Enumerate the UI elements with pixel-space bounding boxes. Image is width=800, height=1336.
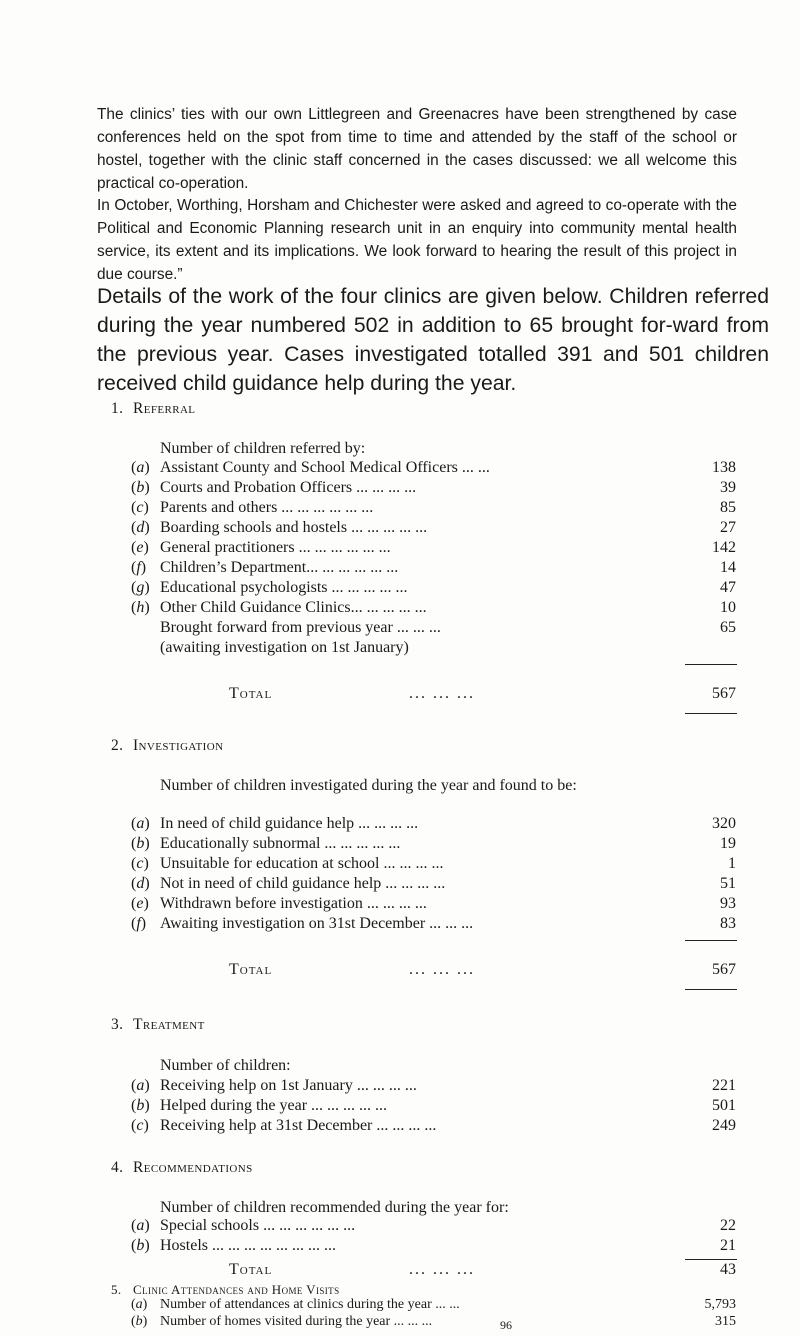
divider	[685, 664, 737, 665]
table-row-brought-forward: Brought forward from previous year ... ... ... 65	[160, 619, 736, 636]
paragraph-summary: Details of the work of the four clinics are given below. Children referred during the year numbered 502 in addition to 65 brought for-ward from the previous year. Cases investigated totalled 391 and 501 children received child guidance help during the year.	[97, 285, 769, 395]
table-row: (a) In need of child guidance help ... ... ... ... 320	[131, 815, 736, 832]
table-row: (d) Not in need of child guidance help ... ... ... ... 51	[131, 875, 736, 892]
paragraph-pep-enquiry: In October, Worthing, Horsham and Chichester were asked and agreed to co-operate with the Political and Economic Planning research unit in an enquiry into community mental health service, its extent and its implications. We look forward to hearing the result of this project in due course.”	[97, 197, 737, 283]
table-row: (g) Educational psychologists ... ... ... ... ... 47	[131, 579, 736, 596]
table-row: (a) Assistant County and School Medical Officers ... ... 138	[131, 459, 736, 476]
recommendations-intro: Number of children recommended during the year for:	[160, 1199, 509, 1216]
table-row: (c) Unsuitable for education at school ... ... ... ... 1	[131, 855, 736, 872]
table-row: (f) Children’s Department... ... ... ... ... ... 14	[131, 559, 736, 576]
total-row-referral: Total ... ... ... 567	[229, 685, 736, 702]
section-heading-referral: 1. Referral	[111, 400, 196, 417]
table-row: (b) Hostels ... ... ... ... ... ... ... ... 21	[131, 1237, 736, 1254]
section-heading-attendances: 5. Clinic Attendances and Home Visits	[111, 1282, 340, 1297]
table-row: (f) Awaiting investigation on 31st December ... ... ... 83	[131, 915, 736, 932]
page-number: 96	[500, 1318, 512, 1332]
table-row: (e) General practitioners ... ... ... ... ... ... 142	[131, 539, 736, 556]
table-row: (e) Withdrawn before investigation ... ... ... ... 93	[131, 895, 736, 912]
table-row: (h) Other Child Guidance Clinics... ... ... ... ... 10	[131, 599, 736, 616]
table-row: (b) Courts and Probation Officers ... ... ... ... 39	[131, 479, 736, 496]
table-row: (c) Receiving help at 31st December ... ... ... ... 249	[131, 1117, 736, 1134]
table-row: (b) Educationally subnormal ... ... ... ... ... 19	[131, 835, 736, 852]
total-row-recommendations: Total ... ... ... 43	[229, 1261, 736, 1278]
table-row: (a) Special schools ... ... ... ... ... ... 22	[131, 1217, 736, 1234]
paragraph-clinic-ties: The clinics’ ties with our own Littlegreen and Greenacres have been strengthened by case conferences held on the spot from time to time and attended by the staff of the school or hostel, together with the clinic staff concerned in the cases discussed: we all welcome this practical co-operation.	[97, 106, 737, 192]
table-row: (b) Number of homes visited during the year ... ... ... 315	[131, 1314, 736, 1329]
table-row: (a) Receiving help on 1st January ... ... ... ... 221	[131, 1077, 736, 1094]
divider	[685, 989, 737, 990]
divider	[685, 940, 737, 941]
investigation-intro: Number of children investigated during the year and found to be:	[160, 777, 577, 794]
section-heading-recommendations: 4. Recommendations	[111, 1159, 253, 1176]
table-row: (d) Boarding schools and hostels ... ... ... ... ... 27	[131, 519, 736, 536]
brought-forward-note: (awaiting investigation on 1st January)	[160, 639, 409, 656]
treatment-intro: Number of children:	[160, 1057, 291, 1074]
table-row: (c) Parents and others ... ... ... ... ... ... 85	[131, 499, 736, 516]
table-row: (b) Helped during the year ... ... ... ... ... 501	[131, 1097, 736, 1114]
referral-intro: Number of children referred by:	[160, 440, 366, 457]
table-row: (a) Number of attendances at clinics during the year ... ... 5,793	[131, 1297, 736, 1312]
divider	[685, 713, 737, 714]
section-heading-treatment: 3. Treatment	[111, 1016, 205, 1033]
section-heading-investigation: 2. Investigation	[111, 737, 224, 754]
total-row-investigation: Total ... ... ... 567	[229, 961, 736, 978]
